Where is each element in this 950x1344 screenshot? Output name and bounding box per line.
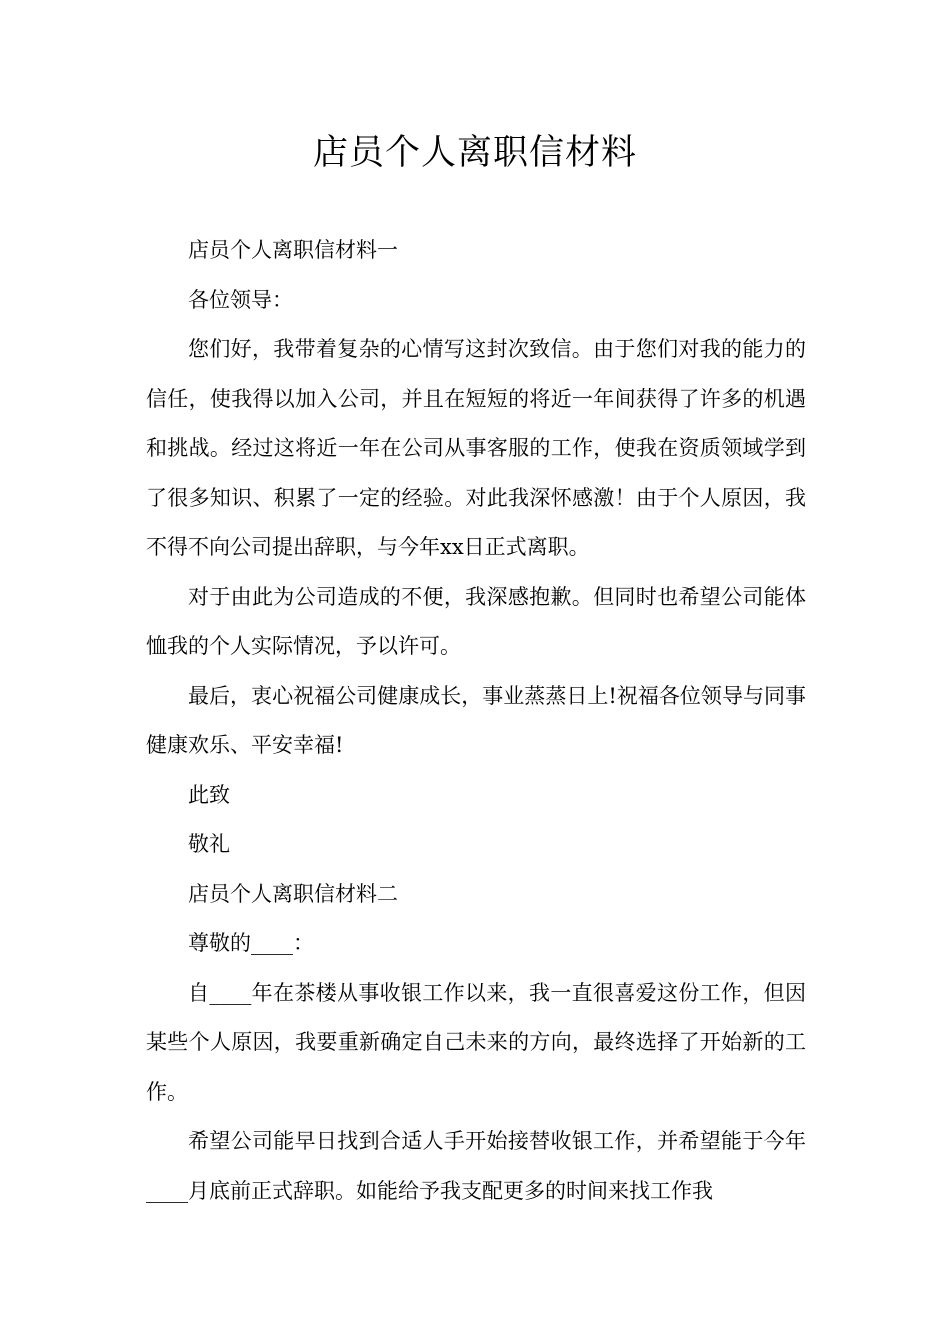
closing-line: 敬礼	[188, 832, 230, 856]
section-heading-2: 店员个人离职信材料二	[188, 881, 398, 906]
salutation: 尊敬的____：	[188, 931, 314, 955]
paragraph: 自____年在茶楼从事收银工作以来，我一直很喜爱这份工作，但因某些个人原因，我要重新确定自己未来的方向，最终选择了开始新的工作。	[146, 980, 806, 1104]
salutation: 各位领导：	[188, 287, 293, 312]
section-heading-1: 店员个人离职信材料一	[188, 238, 398, 262]
document-title: 店员个人离职信材料	[312, 133, 637, 173]
paragraph: 最后，衷心祝福公司健康成长，事业蒸蒸日上!祝福各位领导与同事健康欢乐、平安幸福!	[146, 683, 806, 757]
paragraph: 您们好，我带着复杂的心情写这封次致信。由于您们对我的能力的信任，使我得以加入公司，并且在短短的将近一年间获得了许多的机遇和挑战。经过这将近一年在公司从事客服的工作，使我在资质领域学到了很多知识、积累了一定的经验。对此我深怀感激！由于个人原因，我不得不向公司提出辞职，与今年xx日正式离职。	[146, 337, 806, 559]
paragraph: 对于由此为公司造成的不便，我深感抱歉。但同时也希望公司能体恤我的个人实际情况，予以许可。	[146, 584, 806, 658]
closing-line: 此致	[188, 782, 230, 807]
paragraph: 希望公司能早日找到合适人手开始接替收银工作，并希望能于今年____月底前正式辞职。如能给予我支配更多的时间来找工作我	[146, 1129, 806, 1203]
document-body	[146, 226, 806, 1216]
